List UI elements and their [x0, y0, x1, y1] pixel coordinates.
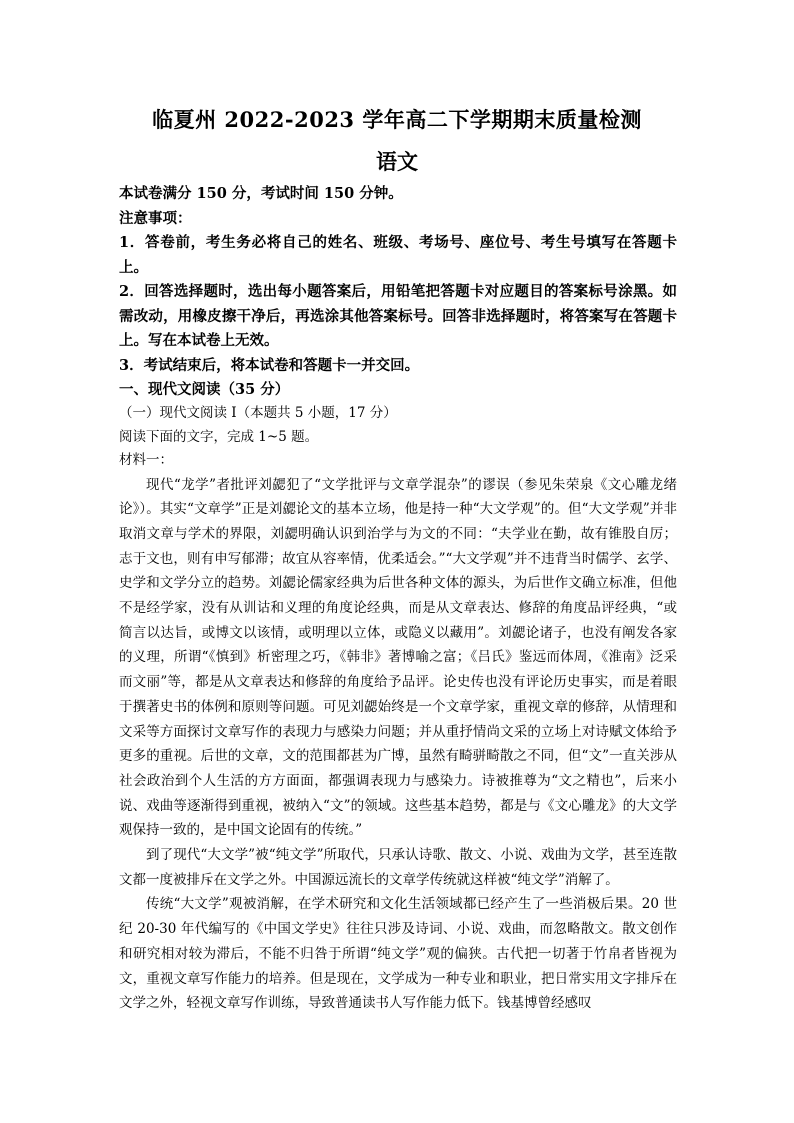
notice-item: 1．答卷前，考生务必将自己的姓名、班级、考场号、座位号、考生号填写在答题卡上。 — [119, 234, 677, 276]
notice-block — [119, 207, 677, 379]
passage-paragraph: 现代“龙学”者批评刘勰犯了“文学批评与文章学混杂”的谬误（参见朱荣泉《文心雕龙绪论》）。其实“文章学”正是刘勰论文的基本立场，他是持一种“大文学观”的。但“大文学观”并非取消文章与学术的界限，刘勰明确认识到治学与为文的不同：“夫学业在勤，故有锥股自厉；志于文也，则有申写郁滞；故宜从容率情，优柔适会。”“大文学观”并不违背当时儒学、玄学、史学和文学分立的趋势。刘勰论儒家经典为后世各种文体的源头，为后世作文确立标准，但他不是经学家，没有从训诂和义理的角度论经典，而是从文章表达、修辞的角度品评经典，“或简言以达旨，或博文以该情，或明理以立体，或隐义以藏用”。刘勰论诸子，也没有阐发各家的义理，所谓“《慎到》析密理之巧，《韩非》著博喻之富；《吕氏》鉴远而体周，《淮南》泛采而文丽”等，都是从文章表达和修辞的角度给予品评。论史传也没有评论历史事实，而是着眼于撰著史书的体例和原则等问题。可见刘勰始终是一个文章学家，重视文章的修辞，从情理和文采等方面探讨文章写作的表现力与感染力问题；并从重抒情尚文采的立场上对诗赋文体给予更多的重视。后世的文章，文的范围都甚为广博，虽然有畸骈畸散之不同，但“文”一直关涉从社会政治到个人生活的方方面面，都强调表现力与感染力。诗被推尊为“文之精也”，后来小说、戏曲等逐渐得到重视，被纳入“文”的领域。这些基本趋势，都是与《文心雕龙》的大文学观保持一致的，是中国文论固有的传统。” — [119, 476, 677, 839]
notice-item: 3．考试结束后，将本试卷和答题卡一并交回。 — [119, 356, 420, 374]
section-heading: 一、现代文阅读（35 分） — [119, 381, 290, 398]
material-label: 材料一： — [119, 452, 173, 468]
reading-instruction: 阅读下面的文字，完成 1~5 题。 — [119, 428, 319, 445]
passage-paragraph: 传统“大文学”观被消解，在学术研究和文化生活领域都已经产生了一些消极后果。20 世纪 20-30 年代编写的《中国文学史》往往只涉及诗词、小说、戏曲，而忽略散文。散文创作和研究相对较为滞后，不能不归咎于所谓“纯文学”观的偏狭。古代把一切著于竹帛者皆视为文，重视文章写作能力的培养。但是现在，文学成为一种专业和职业，把日常实用文字排斥在文学之外，轻视文章写作训练，导致普通读书人写作能力低下。钱基博曾经感叹 — [119, 896, 677, 1012]
exam-title: 临夏州 2022-2023 学年高二下学期期末质量检测 — [152, 107, 642, 132]
exam-info: 本试卷满分 150 分，考试时间 150 分钟。 — [119, 185, 403, 202]
notice-heading: 注意事项： — [119, 209, 192, 227]
section-subheading: （一）现代文阅读 I（本题共 5 小题，17 分） — [119, 405, 397, 421]
exam-content — [119, 182, 677, 1016]
passage-paragraph: 到了现代“大文学”被“纯文学”所取代，只承认诗歌、散文、小说、戏曲为文学，甚至连散文都一度被排斥在文学之外。中国源远流长的文章学传统就这样被“纯文学”消解了。 — [119, 847, 677, 888]
subject-title: 语文 — [376, 149, 418, 174]
notice-item: 2．回答选择题时，选出每小题答案后，用铅笔把答题卡对应题目的答案标号涂黑。如需改动，用橡皮擦干净后，再选涂其他答案标号。回答非选择题时，将答案写在答题卡上。写在本试卷上无效。 — [119, 283, 677, 349]
